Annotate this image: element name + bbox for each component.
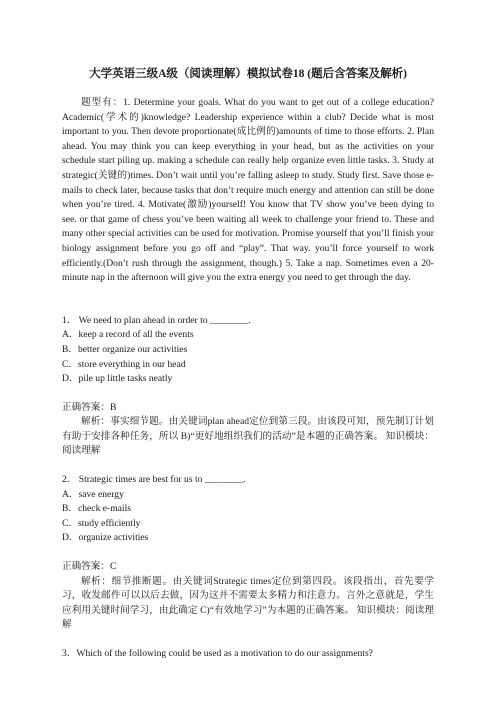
question-stem: 1． We need to plan ahead in order to ________.	[62, 314, 251, 326]
document-page	[62, 66, 434, 662]
reading-passage: 题型有：1. Determine your goals. What do you want to get out of a college education? Academic(学术的)knowledge? Leadership experience within a club? Decide what is most important to you. Then devote proportionate(成比例的)amounts of time to those efforts. 2. Plan ahead. You may think you can keep everything in your head, but as the activities on your schedule start piling up. making a schedule can really help organize even little tasks. 3. Study at strategic(关键的)times. Don’t wait until you’re falling asleep to study. Study first. Save those e-mails to check later, because tasks that don’t require much energy and attention can still be done when you’re tired. 4. Motivate(激励)yourself! You know that TV show you’ve been dying to see. or that game of chess you’ve been waiting all week to challenge your friend to. These and many other special activities can be used for motivation. Promise yourself that you’ll finish your biology assignment before you go off and “play”. That way. you’ll force yourself to work efficiently.(Don’t rush through the assignment, though.) 5. Take a nap. Sometimes even a 20-minute nap in the afternoon will give you the extra energy you need to get through the day.	[62, 97, 434, 284]
option-d: D．organize activities	[62, 532, 149, 544]
answer-explanation: 解析：细节推断题。由关键词Strategic times定位到第四段。该段指出，首先要学习，收发邮件可以以后去做，因为这并不需要太多精力和注意力。言外之意就是，学生应利用关键时间学习，由此确定 C)“有效地学习”为本题的正确答案。 知识模块：阅读理解	[62, 575, 434, 631]
option-b: B．check e-mails	[62, 503, 131, 515]
question-3	[62, 647, 434, 662]
question-2	[62, 473, 434, 633]
document-title: 大学英语三级A级（阅读理解）模拟试卷18 (题后含答案及解析)	[89, 68, 407, 80]
option-b: B．better organize our activities	[62, 343, 188, 355]
correct-answer: 正确答案：C	[62, 561, 117, 573]
question-1	[62, 314, 434, 459]
option-d: D．pile up little tasks neatly	[62, 373, 173, 385]
option-a: A．keep a record of all the events	[62, 329, 194, 341]
option-a: A．save energy	[62, 488, 124, 500]
option-c: C．study efficiently	[62, 517, 141, 529]
option-c: C．store everything in our head	[62, 358, 186, 370]
correct-answer: 正确答案：B	[62, 401, 117, 413]
question-stem: 2． Strategic times are best for us to ________.	[62, 474, 246, 486]
answer-explanation: 解析：事实细节题。由关键词plan ahead定位到第三段。由该段可知，预先制订计划有助于安排各种任务，所以 B)“更好地组织我们的活动”是本题的正确答案。 知识模块：阅读理解	[62, 416, 434, 457]
question-stem: 3．Which of the following could be used as a motivation to do our assignments?	[62, 648, 373, 659]
